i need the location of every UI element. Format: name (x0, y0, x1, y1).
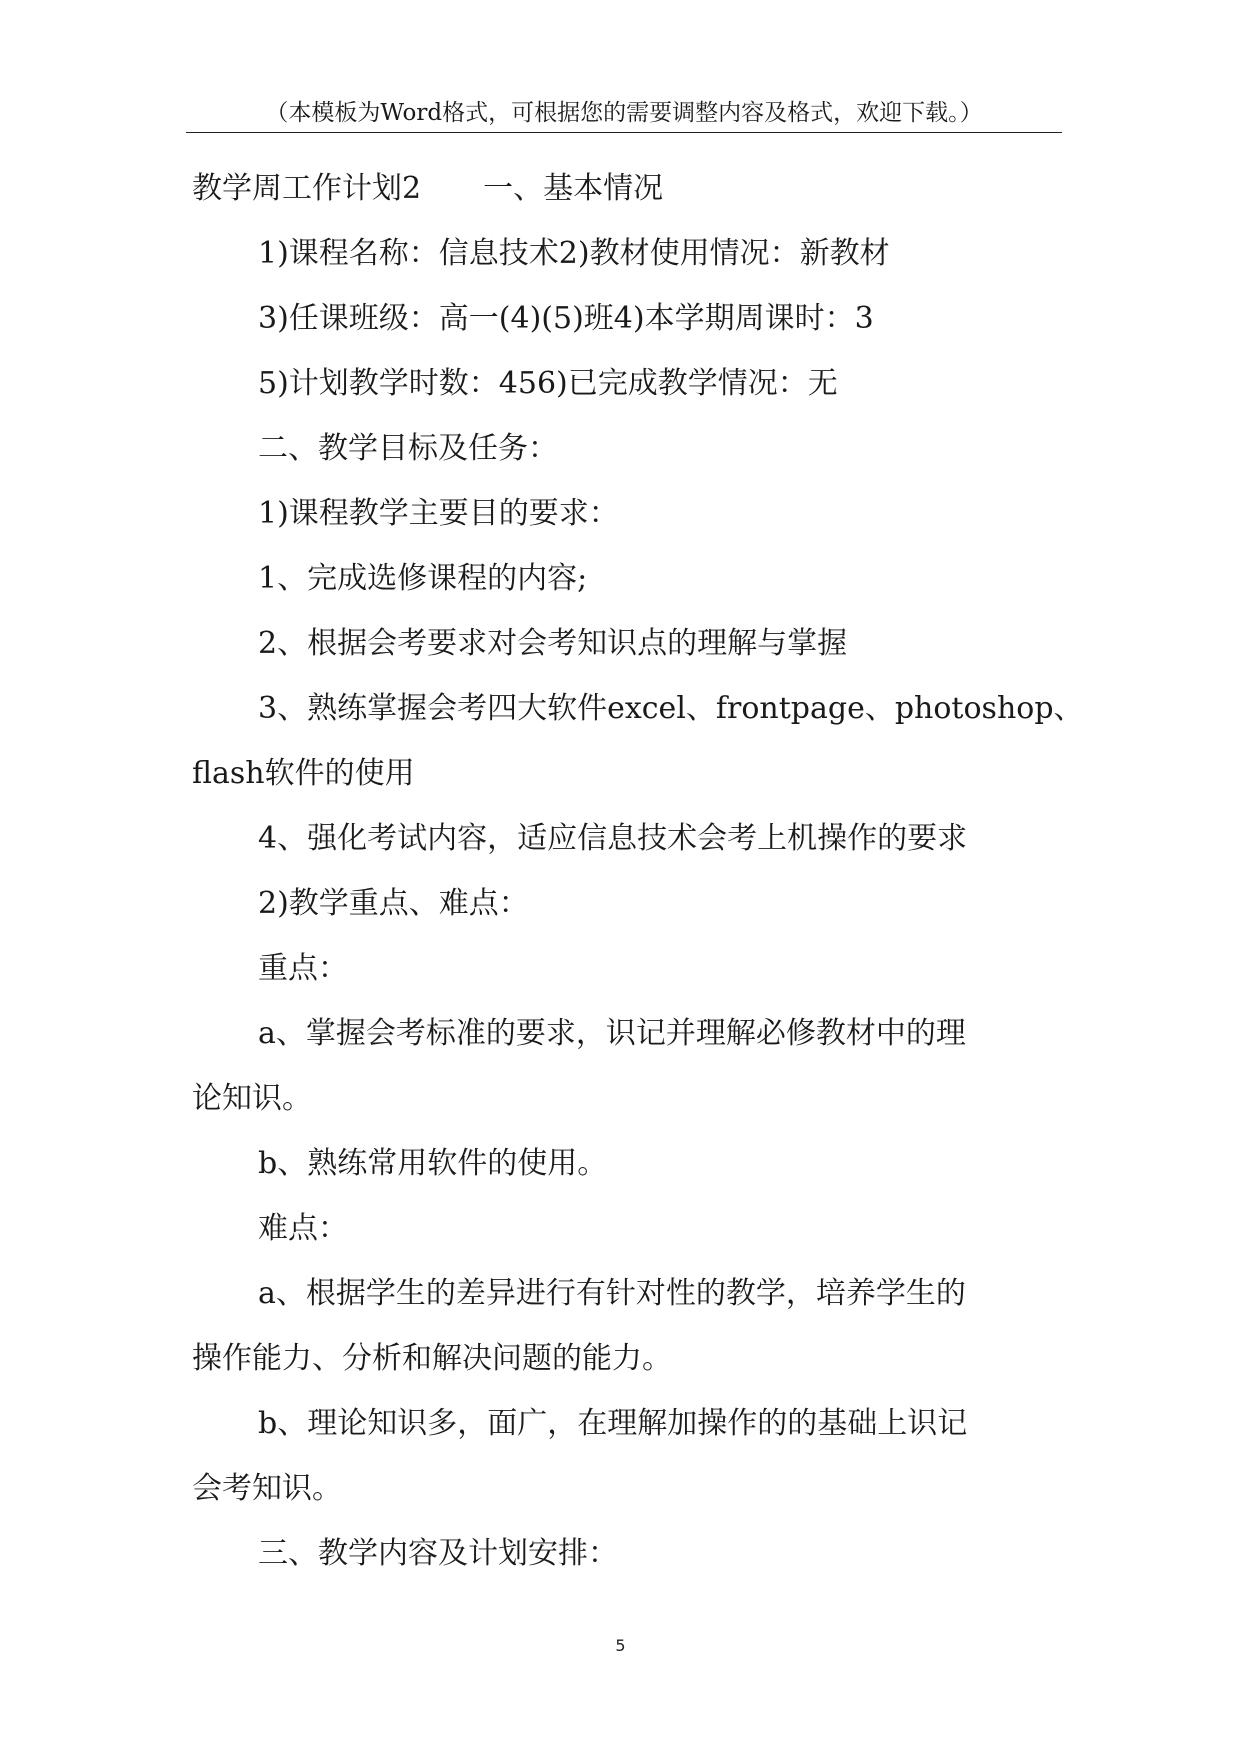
paragraph-line: 1)课程教学主要目的要求： (258, 496, 619, 531)
title-line (192, 156, 1064, 221)
paragraph-line: 3)任课班级：高一(4)(5)班4)本学期周课时：3 (258, 301, 874, 336)
template-note-header: （本模板为Word格式，可根据您的需要调整内容及格式，欢迎下载。） (265, 100, 983, 126)
list-item: a、根据学生的差异进行有针对性的教学，培养学生的 (258, 1276, 966, 1311)
section-heading-basic-info: 一、基本情况 (483, 171, 664, 206)
list-item: a、掌握会考标准的要求，识记并理解必修教材中的理 (258, 1016, 966, 1051)
list-item: 4、强化考试内容，适应信息技术会考上机操作的要求 (258, 821, 968, 856)
list-item-continuation: 论知识。 (192, 1081, 312, 1116)
list-item: b、理论知识多，面广，在理解加操作的的基础上识记 (258, 1406, 968, 1441)
document-body (192, 156, 1084, 1586)
list-item: 2、根据会考要求对会考知识点的理解与掌握 (258, 626, 848, 661)
subheading-difficulties: 难点： (258, 1211, 348, 1246)
list-item: b、熟练常用软件的使用。 (258, 1146, 608, 1181)
paragraph-line: 1)课程名称：信息技术2)教材使用情况：新教材 (258, 236, 890, 271)
list-item-continuation: flash软件的使用 (192, 756, 415, 791)
list-item-continuation: 操作能力、分析和解决问题的能力。 (192, 1341, 672, 1376)
paragraph-line: 2)教学重点、难点： (258, 886, 529, 921)
subheading-key-points: 重点： (258, 951, 348, 986)
section-heading-goals: 二、教学目标及任务： (258, 431, 558, 466)
list-item: 1、完成选修课程的内容; (258, 561, 588, 596)
page-number: 5 (615, 1636, 626, 1655)
list-item: 3、熟练掌握会考四大软件excel、frontpage、photoshop、 (258, 691, 1084, 726)
paragraph-line: 5)计划教学时数：456)已完成教学情况：无 (258, 366, 838, 401)
list-item-continuation: 会考知识。 (192, 1471, 342, 1506)
document-title: 教学周工作计划2 (192, 171, 422, 206)
header-divider (186, 132, 1062, 133)
section-heading-content-plan: 三、教学内容及计划安排： (258, 1536, 618, 1571)
